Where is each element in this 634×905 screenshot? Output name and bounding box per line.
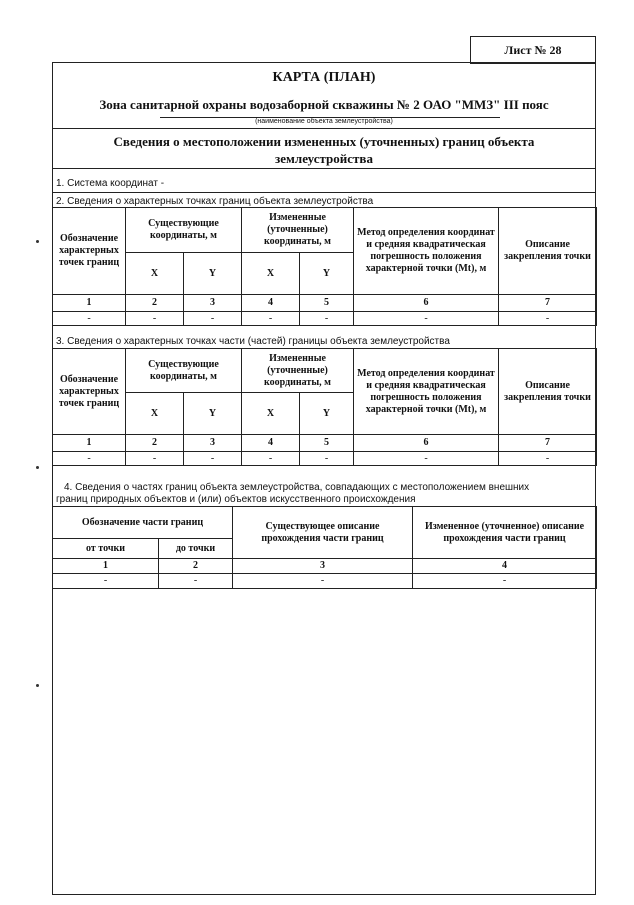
- column-number: 3: [184, 295, 242, 312]
- header-existing: Существующие координаты, м: [126, 349, 242, 393]
- header-y-changed: Y: [300, 393, 354, 435]
- header-to-point: до точки: [159, 539, 233, 559]
- header-part: Обозначение части границ: [53, 507, 233, 539]
- header-y: Y: [184, 393, 242, 435]
- object-name: Зона санитарной охраны водозаборной скважины № 2 ОАО "ММЗ" III пояс: [99, 97, 549, 112]
- column-number: 3: [184, 435, 242, 452]
- section3-table: [52, 348, 597, 466]
- column-number: 2: [126, 435, 184, 452]
- sheet-number: Лист № 28: [504, 42, 562, 57]
- section4-table: [52, 506, 597, 589]
- column-number: 7: [499, 435, 597, 452]
- table-cell: -: [159, 574, 233, 589]
- column-number: 7: [499, 295, 597, 312]
- table-cell: -: [242, 312, 300, 326]
- object-caption: (наименование объекта землеустройства): [255, 118, 393, 125]
- divider: [52, 192, 596, 193]
- scan-speck: [36, 684, 39, 687]
- header-description: Описание закрепления точки: [499, 349, 597, 435]
- column-number: 1: [53, 559, 159, 574]
- section-title-line1: Сведения о местоположении измененных (уточненных) границ объекта: [113, 134, 535, 149]
- table-cell: -: [184, 452, 242, 466]
- table-cell: -: [499, 312, 597, 326]
- table-cell: -: [354, 452, 499, 466]
- scan-speck: [36, 240, 39, 243]
- sheet-number-box: [470, 36, 596, 64]
- column-numbers-row: [53, 295, 597, 312]
- column-number: 1: [53, 435, 126, 452]
- table-cell: -: [53, 452, 126, 466]
- column-numbers-row: [53, 559, 597, 574]
- map-title: КАРТА (ПЛАН): [272, 70, 376, 85]
- column-number: 5: [300, 435, 354, 452]
- scan-speck: [36, 466, 39, 469]
- header-designation: Обозначение характерных точек границ: [53, 208, 126, 295]
- header-changed-description: Измененное (уточненное) описание прохождения части границ: [413, 507, 597, 559]
- table-cell: -: [126, 452, 184, 466]
- table-cell: -: [184, 312, 242, 326]
- column-number: 4: [413, 559, 597, 574]
- table-cell: -: [126, 312, 184, 326]
- header-changed: Измененные (уточненные) координаты, м: [242, 208, 354, 253]
- header-y: Y: [184, 253, 242, 295]
- section4-label-line1: 4. Сведения о частях границ объекта землеустройства, совпадающих с местоположением внешних: [64, 482, 530, 493]
- header-designation: Обозначение характерных точек границ: [53, 349, 126, 435]
- table-row: [53, 312, 597, 326]
- section2-label: 2. Сведения о характерных точках границ объекта землеустройства: [56, 196, 374, 207]
- column-number: 1: [53, 295, 126, 312]
- table-cell: -: [413, 574, 597, 589]
- table-row: [53, 452, 597, 466]
- column-number: 2: [126, 295, 184, 312]
- divider: [52, 168, 596, 169]
- table-cell: -: [53, 574, 159, 589]
- header-y-changed: Y: [300, 253, 354, 295]
- section2-table: [52, 207, 597, 326]
- header-from-point: от точки: [53, 539, 159, 559]
- header-x-changed: X: [242, 253, 300, 295]
- section3-label: 3. Сведения о характерных точках части (частей) границы объекта землеустройства: [56, 336, 450, 347]
- column-number: 2: [159, 559, 233, 574]
- header-method: Метод определения координат и средняя квадратическая погрешность положения характерной точки (Mt), м: [354, 208, 499, 295]
- column-number: 6: [354, 295, 499, 312]
- divider: [52, 128, 596, 129]
- header-x-changed: X: [242, 393, 300, 435]
- table-row: [53, 574, 597, 589]
- column-number: 5: [300, 295, 354, 312]
- table-cell: -: [300, 312, 354, 326]
- table-cell: -: [354, 312, 499, 326]
- section4-label-line2: границ природных объектов и (или) объектов искусственного происхождения: [56, 494, 416, 505]
- table-cell: -: [53, 312, 126, 326]
- header-existing: Существующие координаты, м: [126, 208, 242, 253]
- column-number: 4: [242, 435, 300, 452]
- header-changed: Измененные (уточненные) координаты, м: [242, 349, 354, 393]
- header-method: Метод определения координат и средняя квадратическая погрешность положения характерной точки (Mt), м: [354, 349, 499, 435]
- table-cell: -: [499, 452, 597, 466]
- column-number: 4: [242, 295, 300, 312]
- table-cell: -: [233, 574, 413, 589]
- section-title-line2: землеустройства: [275, 151, 373, 166]
- table-cell: -: [242, 452, 300, 466]
- header-description: Описание закрепления точки: [499, 208, 597, 295]
- column-number: 6: [354, 435, 499, 452]
- header-existing-description: Существующее описание прохождения части границ: [233, 507, 413, 559]
- column-numbers-row: [53, 435, 597, 452]
- table-cell: -: [300, 452, 354, 466]
- header-x: X: [126, 253, 184, 295]
- header-x: X: [126, 393, 184, 435]
- column-number: 3: [233, 559, 413, 574]
- coordinate-system-label: 1. Система координат -: [56, 178, 165, 189]
